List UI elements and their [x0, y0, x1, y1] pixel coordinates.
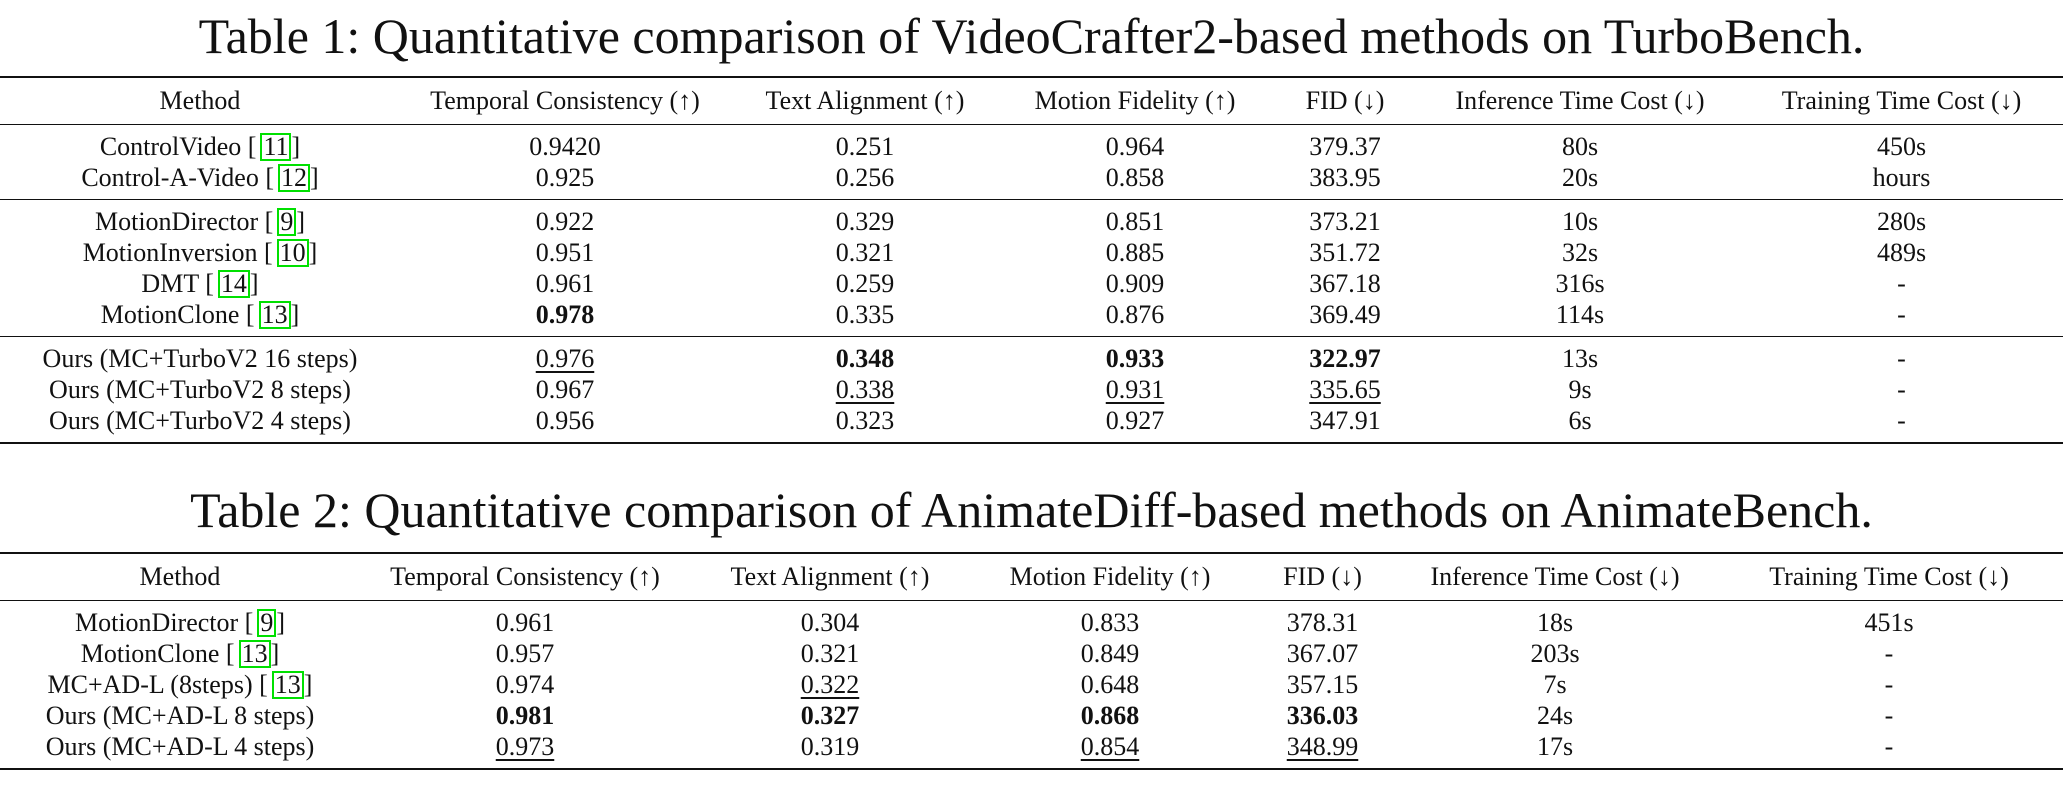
- value: 336.03: [1286, 701, 1359, 730]
- value-cell: [1000, 405, 1270, 443]
- method-cell: MotionDirector [ 9 ]: [0, 200, 400, 238]
- value: 0.868: [1080, 701, 1140, 730]
- value: 367.18: [1309, 269, 1381, 298]
- value: 347.91: [1309, 406, 1381, 435]
- value: 383.95: [1309, 163, 1381, 192]
- table2-caption: Table 2: Quantitative comparison of AnimateDiff-based methods on AnimateBench.: [190, 482, 1873, 538]
- value: 0.259: [835, 269, 895, 298]
- value: 0.876: [1105, 300, 1165, 329]
- value: -: [1897, 269, 1906, 298]
- method-cell: [0, 374, 400, 405]
- value: 0.974: [495, 670, 555, 699]
- table-row: [0, 669, 2063, 700]
- value-cell: [970, 638, 1250, 669]
- value: 0.256: [835, 163, 895, 192]
- value-cell: [1420, 374, 1740, 405]
- table1-header-cell: Text Alignment (↑): [730, 77, 1000, 125]
- value-cell: [1740, 162, 2063, 200]
- value-cell: [1420, 125, 1740, 163]
- table-row: [0, 200, 2063, 238]
- table1-row-group: [0, 337, 2063, 444]
- method-cell: MotionInversion [ 10 ]: [82, 238, 318, 267]
- value-cell: [1420, 162, 1740, 200]
- table1-row-group: [0, 200, 2063, 337]
- value: 0.922: [535, 207, 595, 236]
- value-cell: [360, 638, 690, 669]
- method-name: MC+AD-L (8steps): [47, 670, 253, 699]
- value-cell: [1250, 601, 1395, 639]
- value-cell: [1740, 200, 2063, 238]
- value-cell: [400, 162, 730, 200]
- value-cell: [1715, 731, 2063, 769]
- value: 0.956: [535, 406, 595, 435]
- method-name: Ours (MC+AD-L 4 steps): [45, 732, 315, 761]
- value-cell: [1270, 374, 1420, 405]
- method-name: MotionInversion: [82, 238, 258, 267]
- value-cell: [1715, 638, 2063, 669]
- value: 32s: [1561, 238, 1599, 267]
- value: -: [1897, 344, 1906, 373]
- value-cell: [400, 268, 730, 299]
- value-cell: [690, 669, 970, 700]
- table2-header-cell: Motion Fidelity (↑): [970, 553, 1250, 601]
- method-cell: MC+AD-L (8steps) [ 13 ]: [47, 670, 313, 699]
- value: 0.978: [535, 300, 595, 329]
- method-name: MotionDirector: [94, 207, 259, 236]
- value: 450s: [1876, 132, 1927, 161]
- value: -: [1897, 375, 1906, 404]
- value: 0.961: [535, 269, 595, 298]
- value-cell: [400, 125, 730, 163]
- value-cell: [1270, 162, 1420, 200]
- table-row: [0, 638, 2063, 669]
- value-cell: [1000, 125, 1270, 163]
- value-cell: [400, 405, 730, 443]
- value: 0.322: [800, 670, 860, 699]
- value-cell: [360, 700, 690, 731]
- value-cell: [1395, 601, 1715, 639]
- method-cell: MotionClone [ 13 ]: [100, 300, 300, 329]
- value: 114s: [1555, 300, 1605, 329]
- method-name: MotionDirector: [74, 608, 239, 637]
- value-cell: [1250, 700, 1395, 731]
- value-cell: [1740, 405, 2063, 443]
- value-cell: [1420, 237, 1740, 268]
- value: hours: [1872, 163, 1931, 192]
- value: 373.21: [1309, 207, 1381, 236]
- table-row: [0, 162, 2063, 200]
- table-row: [0, 299, 2063, 337]
- method-name: Ours (MC+TurboV2 4 steps): [49, 406, 351, 435]
- value: 0.976: [535, 344, 595, 373]
- citation-link[interactable]: 11: [260, 133, 291, 161]
- value: -: [1897, 406, 1906, 435]
- method-name: Control-A-Video: [81, 163, 259, 192]
- method-cell: ControlVideo [ 11 ]: [99, 132, 301, 161]
- table-row: [0, 374, 2063, 405]
- value-cell: [1000, 299, 1270, 337]
- value-cell: [730, 200, 1000, 238]
- value: -: [1884, 732, 1894, 761]
- value-cell: [1395, 669, 1715, 700]
- table1-row-group: [0, 125, 2063, 200]
- value: 0.319: [800, 732, 860, 761]
- value-cell: [1740, 337, 2063, 375]
- value-cell: [690, 700, 970, 731]
- value-cell: [1250, 669, 1395, 700]
- table-row: [0, 125, 2063, 163]
- value: -: [1884, 701, 1894, 730]
- value-cell: [730, 299, 1000, 337]
- value-cell: [1395, 731, 1715, 769]
- value: 0.251: [835, 132, 895, 161]
- value-cell: [1270, 299, 1420, 337]
- value: 348.99: [1286, 732, 1359, 761]
- value: 367.07: [1286, 639, 1359, 668]
- method-name: Ours (MC+TurboV2 16 steps): [42, 344, 358, 373]
- value-cell: [360, 601, 690, 639]
- value: 0.648: [1080, 670, 1140, 699]
- method-name: MotionClone: [80, 639, 220, 668]
- table-row: [0, 268, 2063, 299]
- value: 24s: [1536, 701, 1574, 730]
- value-cell: [1420, 268, 1740, 299]
- table-row: [0, 405, 2063, 443]
- value: 10s: [1561, 207, 1599, 236]
- value-cell: [1715, 601, 2063, 639]
- value: 335.65: [1309, 375, 1381, 404]
- value-cell: [400, 337, 730, 375]
- method-cell: MotionClone [ 13 ]: [80, 639, 280, 668]
- value: 351.72: [1309, 238, 1381, 267]
- value-cell: [400, 237, 730, 268]
- table1-header-cell: Method: [0, 77, 400, 125]
- value: 0.951: [535, 238, 595, 267]
- value-cell: [970, 669, 1250, 700]
- value-cell: [1270, 405, 1420, 443]
- method-name: Ours (MC+AD-L 8 steps): [45, 701, 315, 730]
- table-row: [0, 731, 2063, 769]
- value-cell: [1740, 125, 2063, 163]
- method-cell: Control-A-Video [ 12 ]: [81, 163, 319, 192]
- value: 0.327: [800, 701, 860, 730]
- value: 0.858: [1105, 163, 1165, 192]
- table2-header-cell: FID (↓): [1250, 553, 1395, 601]
- value: 17s: [1536, 732, 1574, 761]
- value-cell: [1420, 299, 1740, 337]
- value-cell: [1740, 268, 2063, 299]
- value: 0.338: [835, 375, 895, 404]
- value: 0.304: [800, 608, 860, 637]
- table1-header-cell: Inference Time Cost (↓): [1420, 77, 1740, 125]
- value-cell: [1740, 299, 2063, 337]
- value-cell: [970, 700, 1250, 731]
- value-cell: [690, 731, 970, 769]
- value: 0.933: [1105, 344, 1165, 373]
- value: 0.967: [535, 375, 595, 404]
- citation-link[interactable]: 13: [239, 640, 271, 668]
- value-cell: [1270, 237, 1420, 268]
- table2-header-cell: Training Time Cost (↓): [1715, 553, 2063, 601]
- table2-header-row: [0, 553, 2063, 601]
- value-cell: [1000, 162, 1270, 200]
- value-cell: [1250, 638, 1395, 669]
- value: -: [1884, 670, 1894, 699]
- method-name: MotionClone: [100, 300, 240, 329]
- value: 0.348: [835, 344, 895, 373]
- citation-link[interactable]: 13: [272, 671, 304, 699]
- method-cell: [0, 405, 400, 443]
- value: 316s: [1555, 269, 1605, 298]
- value-cell: [400, 299, 730, 337]
- value-cell: [1715, 669, 2063, 700]
- value: 20s: [1561, 163, 1599, 192]
- value-cell: [730, 405, 1000, 443]
- value: 13s: [1561, 344, 1599, 373]
- method-name: DMT: [141, 269, 199, 298]
- value-cell: [730, 237, 1000, 268]
- value-cell: [730, 162, 1000, 200]
- value-cell: [1000, 237, 1270, 268]
- table1: [0, 76, 2063, 444]
- table1-header-cell: Motion Fidelity (↑): [1000, 77, 1270, 125]
- citation-link[interactable]: 13: [259, 301, 291, 329]
- value-cell: [690, 638, 970, 669]
- value-cell: [1395, 638, 1715, 669]
- value-cell: [1740, 374, 2063, 405]
- table2-row-group: [0, 601, 2063, 770]
- table-row: [0, 237, 2063, 268]
- value: 0.329: [835, 207, 895, 236]
- value-cell: [360, 731, 690, 769]
- table2: [0, 552, 2063, 770]
- value: 0.321: [835, 238, 895, 267]
- value: 0.981: [495, 701, 555, 730]
- value-cell: [400, 200, 730, 238]
- value: 357.15: [1286, 670, 1359, 699]
- value: 0.851: [1105, 207, 1165, 236]
- table-row: [0, 601, 2063, 639]
- value-cell: [1000, 337, 1270, 375]
- value: 0.9420: [529, 132, 601, 161]
- value: 0.927: [1105, 406, 1165, 435]
- method-cell: MotionDirector [ 9 ]: [74, 608, 286, 637]
- value: 369.49: [1309, 300, 1381, 329]
- value: 6s: [1568, 406, 1592, 435]
- value-cell: [970, 601, 1250, 639]
- value: 0.957: [495, 639, 555, 668]
- value: -: [1897, 300, 1906, 329]
- value: 0.931: [1105, 375, 1165, 404]
- value-cell: [1395, 700, 1715, 731]
- table1-header-cell: Training Time Cost (↓): [1740, 77, 2063, 125]
- value-cell: [730, 337, 1000, 375]
- value-cell: [1270, 125, 1420, 163]
- value: 0.964: [1105, 132, 1165, 161]
- value-cell: [400, 374, 730, 405]
- value: 80s: [1561, 132, 1599, 161]
- value: 0.885: [1105, 238, 1165, 267]
- method-name: ControlVideo: [99, 132, 242, 161]
- value-cell: [730, 374, 1000, 405]
- value-cell: [1270, 268, 1420, 299]
- table2-header-cell: Text Alignment (↑): [690, 553, 970, 601]
- table1-caption: Table 1: Quantitative comparison of VideoCrafter2-based methods on TurboBench.: [198, 8, 1865, 64]
- value: 18s: [1536, 608, 1574, 637]
- table1-header-cell: FID (↓): [1270, 77, 1420, 125]
- value: 0.973: [495, 732, 555, 761]
- method-name: Ours (MC+TurboV2 8 steps): [49, 375, 351, 404]
- value: 7s: [1543, 670, 1567, 699]
- value-cell: [360, 669, 690, 700]
- value: 0.323: [835, 406, 895, 435]
- value-cell: [1270, 337, 1420, 375]
- value: 0.961: [495, 608, 555, 637]
- value: 451s: [1864, 608, 1914, 637]
- citation-link[interactable]: 9: [277, 208, 296, 236]
- value: 0.849: [1080, 639, 1140, 668]
- value-cell: [1250, 731, 1395, 769]
- value-cell: [970, 731, 1250, 769]
- value-cell: [1420, 200, 1740, 238]
- citation-link[interactable]: 12: [278, 164, 310, 192]
- value: -: [1884, 639, 1894, 668]
- value-cell: [1000, 200, 1270, 238]
- table-row: [0, 337, 2063, 375]
- value: 489s: [1876, 238, 1927, 267]
- table1-header-row: [0, 77, 2063, 125]
- value: 379.37: [1309, 132, 1381, 161]
- table-row: [0, 700, 2063, 731]
- value: 0.833: [1080, 608, 1140, 637]
- method-cell: [0, 337, 400, 375]
- citation-link[interactable]: 14: [218, 270, 250, 298]
- method-cell: [0, 731, 360, 769]
- table2-header-cell: Method: [0, 553, 360, 601]
- value: 0.909: [1105, 269, 1165, 298]
- value: 0.925: [535, 163, 595, 192]
- value: 0.321: [800, 639, 860, 668]
- method-cell: DMT [ 14 ]: [141, 269, 259, 298]
- value: 203s: [1530, 639, 1580, 668]
- citation-link[interactable]: 9: [257, 609, 276, 637]
- value: 0.854: [1080, 732, 1140, 761]
- value-cell: [1420, 405, 1740, 443]
- value-cell: [690, 601, 970, 639]
- value: 0.335: [835, 300, 895, 329]
- value-cell: [1000, 374, 1270, 405]
- value-cell: [1740, 237, 2063, 268]
- method-cell: [0, 700, 360, 731]
- value-cell: [730, 125, 1000, 163]
- table2-header-cell: Temporal Consistency (↑): [360, 553, 690, 601]
- value-cell: [1715, 700, 2063, 731]
- value-cell: [1270, 200, 1420, 238]
- value: 322.97: [1309, 344, 1381, 373]
- value: 378.31: [1286, 608, 1359, 637]
- value-cell: [1420, 337, 1740, 375]
- table2-header-cell: Inference Time Cost (↓): [1395, 553, 1715, 601]
- citation-link[interactable]: 10: [277, 239, 309, 267]
- value: 280s: [1876, 207, 1927, 236]
- value: 9s: [1568, 375, 1592, 404]
- value-cell: [730, 268, 1000, 299]
- value-cell: [1000, 268, 1270, 299]
- table1-header-cell: Temporal Consistency (↑): [400, 77, 730, 125]
